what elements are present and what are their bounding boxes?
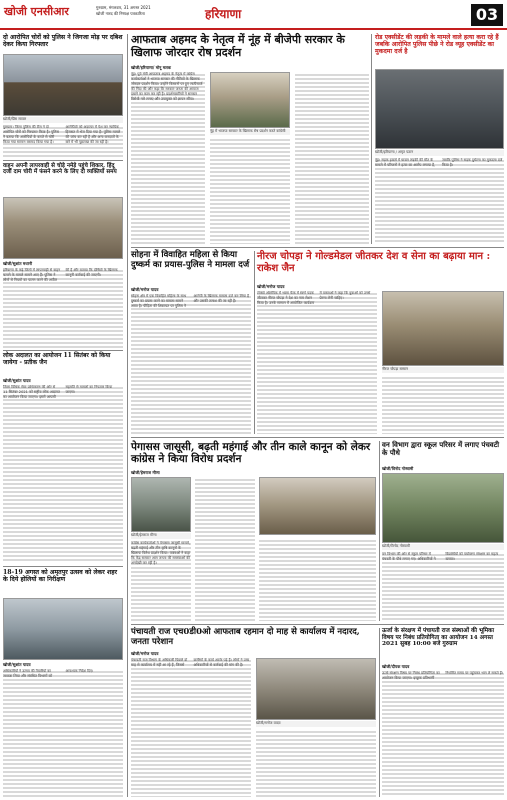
column-divider [254,251,255,434]
caption-a7: नीरज चोपड़ा सम्मान [382,367,504,373]
brand-name: खोजी एनसीआर [4,5,69,18]
headline-a10: पंचायती राज एच0डी0ओ आफताब रहमान दो माह से कार्यालय में नदारद, जनता परेशान [131,627,360,647]
headline-a5: आफताब अहमद के नेतृत्व में नूंह में बीजेपी सरकार के खिलाफ जोरदार रोष प्रदर्शन [131,33,345,59]
photo-a2 [3,197,123,259]
photo-a4 [3,598,123,660]
masthead [0,0,507,30]
body-a9: वन विभाग की ओर से स्कूल परिसर में पंचवटी के पौधे लगाए गए। अधिकारियों ने विद्यार्थियों को पर्यावरण संरक्षण का महत्व बताया। [382,552,504,621]
column-divider [371,34,372,244]
photo-a11 [375,69,504,149]
body-a8: कांग्रेस कार्यकर्ताओं ने पेगासस जासूसी मामले, बढ़ती महंगाई और तीन कृषि कानूनों के खिलाफ विरोध प्रदर्शन किया। वक्ताओं ने कहा कि केंद्र सरकार आम जनता की समस्याओं की अनदेखी कर रही है। [131,541,191,621]
byline-a7: खोजी/मनोज यादव [257,284,285,289]
headline-a11: रोड एक्सीडेंट की लड़की के मामले वाले हत्या करा रहे हैं जबकि आरोपित पुलिस पीछे ने रोड व्यूह एक्सीडेंट का मुकदमा दर्ज है [375,34,499,56]
headline-a4: 18-19 अगस्त को अमृतपुर उत्सव को लेकर शहर के दिये होलियों का निरीक्षण [3,569,118,584]
photo-a5 [210,72,290,128]
headline-a3: लोक अदालत का आयोजन 11 सितंबर को किया जायेगा - प्रतीक जैन [3,352,111,366]
divider [3,160,123,161]
headline-a8: पेगासस जासूसी, बढ़ती महंगाई और तीन काले कानून को लेकर कांग्रेस ने किया विरोध प्रदर्शन [131,441,371,466]
byline-a2: खोजी/सुशांत मधानी [3,261,33,266]
byline-a8: खोजी/हेमराज मीणा [131,470,160,475]
body-a7: टोक्यो ओलंपिक में भाला फेंक में स्वर्ण पदक जीतकर नीरज चोपड़ा ने देश का नाम रोशन किया है। उनके सम्मान में आयोजित कार्यक्रम में वक्ताओं ने कहा कि युवाओं को उनसे प्रेरणा लेनी चाहिए। [257,291,377,434]
body-a8c [259,538,376,621]
column-divider [127,34,128,797]
body-a11: नूंह। सड़क हादसे में घायल लड़की की मौत के मामले में परिजनों ने हत्या का आरोप लगाया है, जबकि पुलिस ने सड़क दुर्घटना का मुकदमा दर्ज किया है। [375,158,504,244]
body-a5b [210,137,290,244]
headline-a1: दो आरोपित चोरों को पुलिस ने जिगजा मोड़ पर दबिश देकर किया गिरफ्तार [3,34,123,49]
byline-a5: खोजी/हरियाणा/ मोनू मलक [131,65,171,70]
body-a12: ऊर्जा संरक्षण विषय पर निबंध प्रतियोगिता का आयोजन किया जाएगा। इच्छुक प्रतिभागी निर्धारित समय पर पहुंचकर भाग ले सकते हैं। [382,671,504,797]
caption-a10: खोजी/मनोज यादव [256,721,376,727]
photo-a8 [131,477,191,532]
date-text: गुरुग्राम, मंगलवार, 31 अगस्त 2021 [96,5,151,10]
body-a1: गुरुग्राम। जिला पुलिस की टीम ने दो आरोपित चोरों को गिरफ्तार किया है। पुलिस ने बताया कि आरोपियों के कब्जे से चोरी किया गया सामान बरामद किया गया है। आरोपियों को अदालत में पेश कर न्यायिक हिरासत में भेज दिया गया है। पुलिस मामले की जांच कर रही है और अन्य वारदातों के बारे में भी पूछताछ की जा रही है। [3,125,123,158]
byline-a6: खोजी/मनोज यादव [131,287,159,292]
divider [131,437,504,438]
body-a5c [295,72,369,244]
body-a3: जिला विधिक सेवा प्राधिकरण की ओर से 11 सितंबर 2021 को राष्ट्रीय लोक अदालत का आयोजन किया जाएगा। इसमें आपसी सहमति से मामलों का निपटारा किया जाएगा। [3,385,123,563]
caption-a5: नूंह में भाजपा सरकार के खिलाफ रोष प्रदर्शन करते कांग्रेसी [210,129,290,135]
caption-a11: खोजी/हरियाणा / अमृत पठान [375,150,504,156]
column-divider [379,628,380,797]
body-a4: अधिकारियों ने उत्सव की तैयारियों का जायजा लिया और संबंधित विभागों को आवश्यक निर्देश दिए। [3,669,123,797]
byline-a9: खोजी/विनोद गोस्वामी [382,466,414,471]
divider [131,247,504,248]
byline-a12: खोजी/दीपक यादव [382,664,410,669]
caption-a8: खोजी/हेमराज मीणा [131,533,191,539]
photo-a8b [259,477,376,535]
headline-a6: सोहना में विवाहित महिला से किया दुष्कर्म का प्रयास-पुलिस ने मामला दर्ज [131,250,250,270]
body-a5: नूंह। पूर्व मंत्री आफताब अहमद के नेतृत्व में कांग्रेस कार्यकर्ताओं ने भाजपा सरकार की नीतियों के खिलाफ जोरदार प्रदर्शन किया। उन्होंने किसानों पर हुए लाठीचार्ज की निंदा की और कहा कि सरकार जनता की आवाज दबाने का काम कर रही है। प्रदर्शनकारियों ने सरकार विरोधी नारे लगाए और उपायुक्त को ज्ञापन सौंपा। [131,72,205,244]
photo-a10 [256,658,376,720]
body-a6: सोहना क्षेत्र में एक विवाहित महिला के साथ दुष्कर्म का प्रयास करने का मामला सामने आया है। पीड़िता की शिकायत पर पुलिस ने आरोपी के खिलाफ मामला दर्ज कर लिया है और उसकी तलाश की जा रही है। [131,294,251,434]
caption-a9: खोजी/विनोद गोस्वामी [382,544,504,550]
body-a2: हरियाणा के कई जिलों में लापरवाही से वाहन चलाने के मामले सामने आए हैं। पुलिस ने लोगों से नियमों का पालन करने की अपील की है और बताया कि दोषियों के खिलाफ कानूनी कार्रवाई की जाएगी। [3,268,123,348]
tagline: खोजी नारद की निष्पक्ष पत्रकारिता [96,11,145,16]
section-title: हरियाणा [205,7,242,21]
byline-a4: खोजी/सुशांत यादव [3,662,31,667]
headline-a9: वन विभाग द्वारा स्कूल परिसर में लगाए पंचवटी के पौधे [382,440,500,458]
divider [131,624,504,625]
photo-a9 [382,473,504,543]
divider [3,350,123,351]
photo-a1 [3,54,123,116]
caption-a1: खोजी/प्रिंस सावल [3,117,123,123]
byline-a10: खोजी/मनोज यादव [131,651,159,656]
byline-a3: खोजी/सुशांत यादव [3,378,31,383]
column-divider [379,441,380,621]
body-a7b [382,375,504,434]
photo-a7 [382,291,504,366]
headline-a2: वाहन अपनी लापरवाही से चोड़े नमेड़े पहुंचे शिकार, हिंदू दर्जी दाम चोरी में फंसने करने के लिए दो व्यक्तियों समय [3,163,117,176]
body-a10b [256,729,376,797]
dateline [96,5,151,17]
divider [3,566,123,567]
headline-a7: नीरज चोपड़ा ने गोल्डमेडल जीतकर देश व सेना का बढ़ाया मान : राकेश जैन [257,251,491,274]
body-a10: पंचायती राज विभाग के अधिकारी पिछले दो माह से कार्यालय में नहीं आ रहे हैं, जिससे ग्रामीणों के कार्य अटके पड़े हैं। लोगों ने उच्च अधिकारियों से कार्रवाई की मांग की है। [131,658,251,797]
page-number: 03 [471,4,503,26]
headline-a12: ऊर्जा के संरक्षण में पंचायती राज संस्थाओं की भूमिका विषय पर निबंध प्रतियोगिता का आयोजन 14 अगस्त 2021 सुबह 10:00 बजे गुरुग्राम [382,628,495,648]
body-a8b [195,477,255,621]
